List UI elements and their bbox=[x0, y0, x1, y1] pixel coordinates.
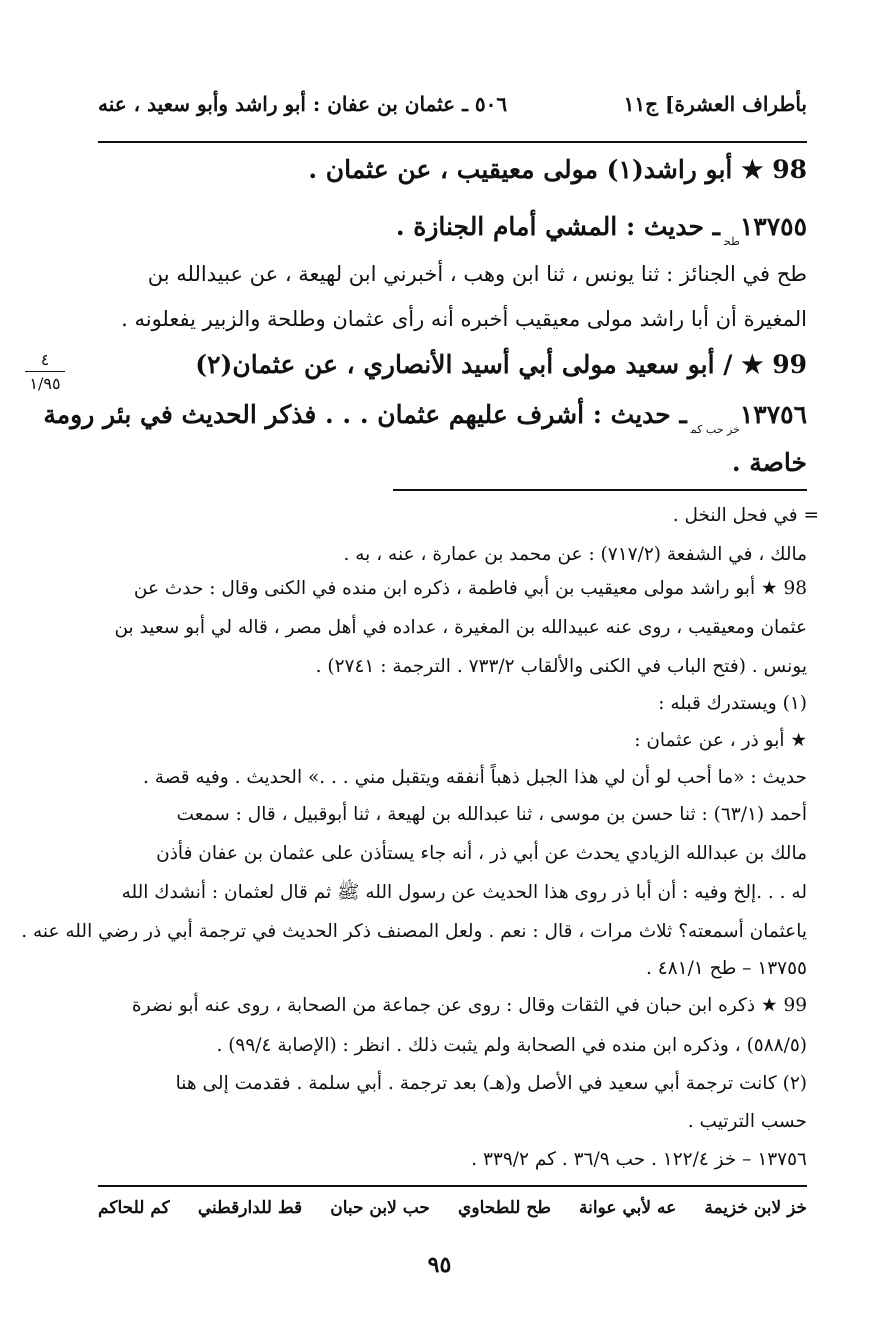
footnote-separator bbox=[393, 489, 807, 491]
body-line: المغيرة أن أبا راشد مولى معيقيب أخبره أنه رأى عثمان وطلحة والزبير يفعلونه . bbox=[121, 307, 807, 331]
footnote-line: ١٣٧٥٥ – طح ٤٨١/١ . bbox=[646, 958, 807, 979]
footnote-line: 98 ★ أبو راشد مولى معيقيب بن أبي فاطمة ، ذكره ابن منده في الكنى وقال : حدث عن bbox=[133, 578, 807, 599]
page-number: ٩٥ bbox=[427, 1252, 452, 1278]
margin-page: ١/٩٥ bbox=[29, 374, 61, 393]
footnote-line: 99 ★ ذكره ابن حبان في الثقات وقال : روى عن جماعة من الصحابة ، روى عنه أبو نضرة bbox=[131, 995, 807, 1016]
entry-98-heading: 98 ★ أبو راشد(١) مولى معيقيب ، عن عثمان . bbox=[308, 155, 807, 184]
hadith-number: ١٣٧٥٥ bbox=[739, 212, 807, 241]
footnote-line: يونس . (فتح الباب في الكنى والألقاب ٧٣٣/٢ . الترجمة : ٢٧٤١) . bbox=[315, 656, 807, 677]
abbreviations-rule bbox=[98, 1185, 807, 1187]
body-line: طح في الجنائز : ثنا يونس ، ثنا ابن وهب ، أخبرني ابن لهيعة ، عن عبيدالله بن bbox=[147, 262, 807, 286]
header-book-title: بأطراف العشرة] ج١١ bbox=[623, 92, 807, 116]
hadith-13755-title bbox=[98, 212, 807, 248]
footnote-line: ★ أبو ذر ، عن عثمان : bbox=[634, 730, 807, 751]
margin-divider bbox=[25, 371, 65, 372]
abbreviation: طح للطحاوي bbox=[458, 1198, 551, 1218]
footnote-line: (١) ويستدرك قبله : bbox=[658, 693, 807, 714]
footnote-line: حديث : «ما أحب لو أن لي هذا الجبل ذهباً أنفقه ويتقبل مني . . .» الحديث . وفيه قصة . bbox=[142, 767, 807, 788]
hadith-title: ـ حديث : أشرف عليهم عثمان . . . فذكر الحديث في بئر رومة bbox=[43, 400, 687, 429]
abbreviation: خز لابن خزيمة bbox=[704, 1198, 807, 1218]
abbreviation: حب لابن حبان bbox=[330, 1198, 430, 1218]
margin-reference bbox=[25, 350, 65, 393]
footnote-line: (٢) كانت ترجمة أبي سعيد في الأصل و(هـ) بعد ترجمة . أبي سلمة . فقدمت إلى هنا bbox=[175, 1073, 807, 1094]
abbreviations-legend bbox=[98, 1198, 807, 1218]
footnote-line: (٥٨٨/٥) ، وذكره ابن منده في الصحابة ولم يثبت ذلك . انظر : (الإصابة ٩٩/٤) . bbox=[216, 1035, 807, 1056]
footnote-line: مالك بن عبدالله الزيادي يحدث عن أبي ذر ، أنه جاء يستأذن على عثمان بن عفان فأذن bbox=[156, 843, 807, 864]
source-code: طح bbox=[724, 235, 740, 248]
header-rule bbox=[98, 141, 807, 143]
footnote-line: عثمان ومعيقيب ، روى عنه عبيدالله بن المغيرة ، عداده في أهل مصر ، قاله لي أبو سعيد بن bbox=[114, 617, 807, 638]
body-line: خاصة . bbox=[731, 448, 807, 477]
footnote-line: ١٣٧٥٦ – خز ١٢٢/٤ . حب ٣٦/٩ . كم ٣٣٩/٢ . bbox=[471, 1149, 807, 1170]
hadith-title: ـ حديث : المشي أمام الجنازة . bbox=[395, 212, 720, 241]
footnote-line: حسب الترتيب . bbox=[687, 1111, 807, 1132]
footnote-line: = في فحل النخل . bbox=[672, 505, 819, 526]
footnote-line: ياعثمان أسمعته؟ ثلاث مرات ، قال : نعم . ولعل المصنف ذكر الحديث في ترجمة أبي ذر رضي الله عنه . bbox=[21, 921, 807, 942]
abbreviation: عه لأبي عوانة bbox=[579, 1198, 677, 1218]
hadith-13756-title bbox=[43, 400, 807, 436]
margin-volume: ٤ bbox=[40, 350, 50, 369]
entry-99-heading: 99 ★ / أبو سعيد مولى أبي أسيد الأنصاري ، عن عثمان(٢) bbox=[195, 350, 807, 379]
running-header bbox=[98, 92, 807, 128]
header-section-title: ٥٠٦ ـ عثمان بن عفان : أبو راشد وأبو سعيد ، عنه bbox=[98, 92, 508, 116]
abbreviation: كم للحاكم bbox=[98, 1198, 170, 1218]
hadith-number: ١٣٧٥٦ bbox=[739, 400, 807, 429]
footnote-line: أحمد (٦٣/١) : ثنا حسن بن موسى ، ثنا عبدالله بن لهيعة ، ثنا أبوقبيل ، قال : سمعت bbox=[176, 804, 807, 825]
footnote-line: له . . .إلخ وفيه : أن أبا ذر روى هذا الحديث عن رسول الله ﷺ ثم قال لعثمان : أنشدك الله bbox=[121, 882, 807, 903]
source-code: خز حب كم bbox=[690, 423, 740, 436]
footnote-line: مالك ، في الشفعة (٧١٧/٢) : عن محمد بن عمارة ، عنه ، به . bbox=[343, 544, 807, 565]
abbreviation: قط للدارقطني bbox=[197, 1198, 303, 1218]
